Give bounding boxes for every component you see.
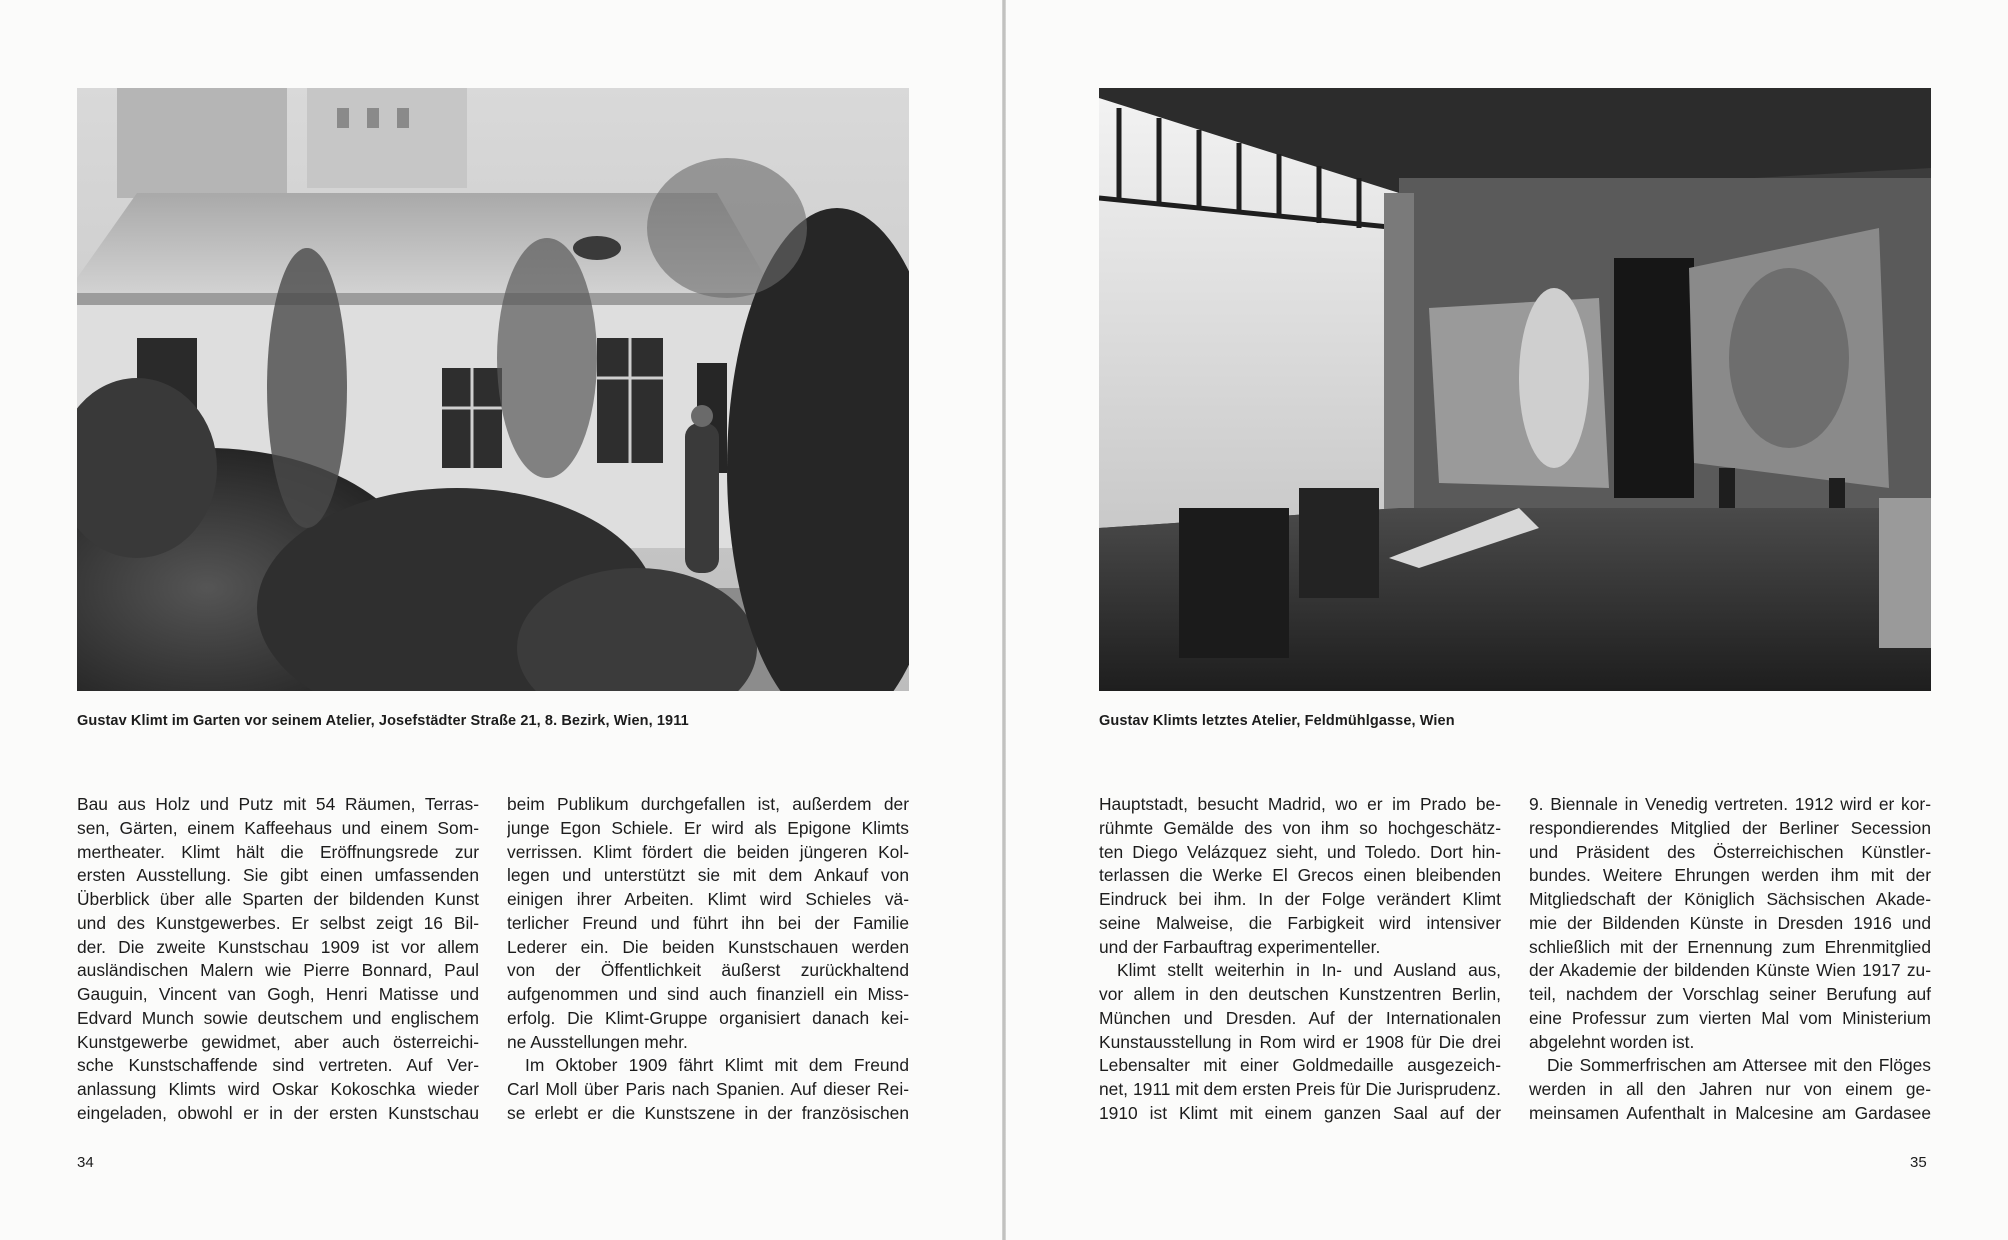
text-line: Kunstausstellung in Rom wird er 1908 für Die drei — [1099, 1031, 1501, 1052]
text-line: verrissen. Klimt fördert die beiden jüngeren Kol- — [507, 841, 909, 862]
text-line: Klimt stellt weiterhin in In- und Ausland aus, — [1117, 960, 1501, 981]
text-line: junge Egon Schiele. Er wird als Epigone Klimts — [507, 817, 909, 838]
text-line: und des Kunstgewerbes. Er selbst zeigt 16 Bil- — [77, 912, 479, 933]
text-line: ausländischen Malern wie Pierre Bonnard, Paul — [77, 960, 479, 981]
text-line: schließlich mit der Ernennung zum Ehrenmitglied — [1529, 936, 1931, 957]
text-line: der Akademie der bildenden Künste Wien 1917 zu- — [1529, 960, 1931, 981]
text-line: einigen ihrer Arbeiten. Klimt wird Schieles vä- — [507, 889, 909, 909]
right-page — [1006, 0, 2008, 1240]
text-line: mie der Bildenden Künste in Dresden 1916 und — [1529, 912, 1931, 933]
text-line: mertheater. Klimt hält die Eröffnungsrede zur — [77, 841, 479, 862]
text-line: und Präsident des Österreichischen Künstler- — [1529, 841, 1931, 862]
garden-photo — [77, 88, 909, 691]
text-line: abgelehnt worden ist. — [1529, 1031, 1695, 1052]
text-line: München und Dresden. Auf der Internationalen — [1099, 1007, 1501, 1028]
text-line: Im Oktober 1909 fährt Klimt mit dem Freund — [525, 1055, 909, 1076]
right-text-column-1 — [1099, 793, 1501, 1126]
text-line: sen, Gärten, einem Kaffeehaus und einem Som- — [77, 817, 479, 838]
text-line: legen und unterstützt sie mit dem Ankauf von — [507, 865, 909, 886]
right-photo-caption: Gustav Klimts letztes Atelier, Feldmühlgasse, Wien — [1099, 713, 1455, 729]
text-line: Mitgliedschaft der Königlich Sächsischen Akade- — [1529, 889, 1931, 909]
text-line: rühmte Gemälde des von ihm so hochgeschätz- — [1099, 817, 1501, 838]
text-line: Carl Moll über Paris nach Spanien. Auf dieser Rei- — [507, 1079, 909, 1099]
left-text-column-2 — [507, 793, 909, 1126]
text-line: erfolg. Die Klimt-Gruppe organisiert danach kei- — [507, 1007, 909, 1028]
text-line: vor allem in den deutschen Kunstzentren Berlin, — [1099, 984, 1501, 1004]
text-line: werden in all den Jahren nur von einem ge- — [1529, 1079, 1931, 1099]
text-line: net, 1911 mit dem ersten Preis für Die Jurisprudenz. — [1099, 1079, 1501, 1099]
text-line: Die Sommerfrischen am Attersee mit den Flöges — [1547, 1055, 1931, 1076]
page-number-left: 34 — [77, 1154, 94, 1171]
right-text-column-2 — [1529, 793, 1931, 1126]
text-line: se erlebt er die Kunstszene in der französischen — [507, 1102, 909, 1123]
text-line: meinsamen Aufenthalt in Malcesine am Gardasee — [1529, 1102, 1931, 1123]
text-line: Bau aus Holz und Putz mit 54 Räumen, Terras- — [77, 794, 479, 814]
text-line: beim Publikum durchgefallen ist, außerdem der — [507, 794, 909, 814]
text-line: der. Die zweite Kunstschau 1909 ist vor allem — [77, 936, 479, 957]
text-line: respondierendes Mitglied der Berliner Secession — [1529, 817, 1931, 838]
text-line: eingeladen, obwohl er in der ersten Kunstschau — [77, 1102, 479, 1123]
studio-photo — [1099, 88, 1931, 691]
page-number-right: 35 — [1910, 1154, 1927, 1171]
text-line: Lederer ein. Die beiden Kunstschauen werden — [507, 936, 909, 957]
text-line: bundes. Weitere Ehrungen werden ihm mit der — [1529, 865, 1931, 886]
text-line: Überblick über alle Sparten der bildenden Kunst — [77, 889, 479, 909]
text-line: eine Professur zum vierten Mal vom Ministerium — [1529, 1007, 1931, 1028]
text-line: ten Diego Velázquez sieht, und Toledo. Dort hin- — [1099, 841, 1501, 862]
text-line: Lebensalter mit einer Goldmedaille ausgezeich- — [1099, 1055, 1501, 1076]
text-line: teil, nachdem der Vorschlag seiner Berufung auf — [1529, 984, 1931, 1004]
text-line: Hauptstadt, besucht Madrid, wo er im Prado be- — [1099, 794, 1501, 814]
text-line: Gauguin, Vincent van Gogh, Henri Matisse und — [77, 984, 479, 1004]
garden-photo-image — [77, 88, 909, 691]
left-text-column-1 — [77, 793, 479, 1126]
text-line: ne Ausstellungen mehr. — [507, 1031, 688, 1052]
text-line: Eindruck bei ihm. In der Folge verändert Klimt — [1099, 889, 1501, 909]
left-page — [0, 0, 1002, 1240]
text-line: anlassung Klimts wird Oskar Kokoschka wieder — [77, 1079, 479, 1099]
studio-photo-image — [1099, 88, 1931, 691]
text-line: terlicher Freund und führt ihn bei der Familie — [507, 912, 909, 933]
text-line: seine Malweise, die Farbigkeit wird intensiver — [1099, 912, 1501, 933]
text-line: 1910 ist Klimt mit einem ganzen Saal auf der — [1099, 1102, 1501, 1123]
text-line: 9. Biennale in Venedig vertreten. 1912 wird er kor- — [1529, 794, 1931, 814]
text-line: sche Kunstschaffende sind vertreten. Auf Ver- — [77, 1055, 479, 1076]
text-line: und der Farbauftrag experimenteller. — [1099, 936, 1381, 957]
left-photo-caption: Gustav Klimt im Garten vor seinem Atelier, Josefstädter Straße 21, 8. Bezirk, Wien, 1911 — [77, 713, 689, 729]
text-line: Edvard Munch sowie deutschem und englischem — [77, 1007, 479, 1028]
text-line: ersten Ausstellung. Sie gibt einen umfassenden — [77, 865, 479, 886]
text-line: terlassen die Werke El Grecos einen bleibenden — [1099, 865, 1501, 886]
text-line: aufgenommen und sind auch finanziell ein Miss- — [507, 984, 909, 1004]
text-line: Kunstgewerbe gewidmet, aber auch österreichi- — [77, 1031, 479, 1052]
text-line: von der Öffentlichkeit äußerst zurückhaltend — [507, 960, 909, 981]
